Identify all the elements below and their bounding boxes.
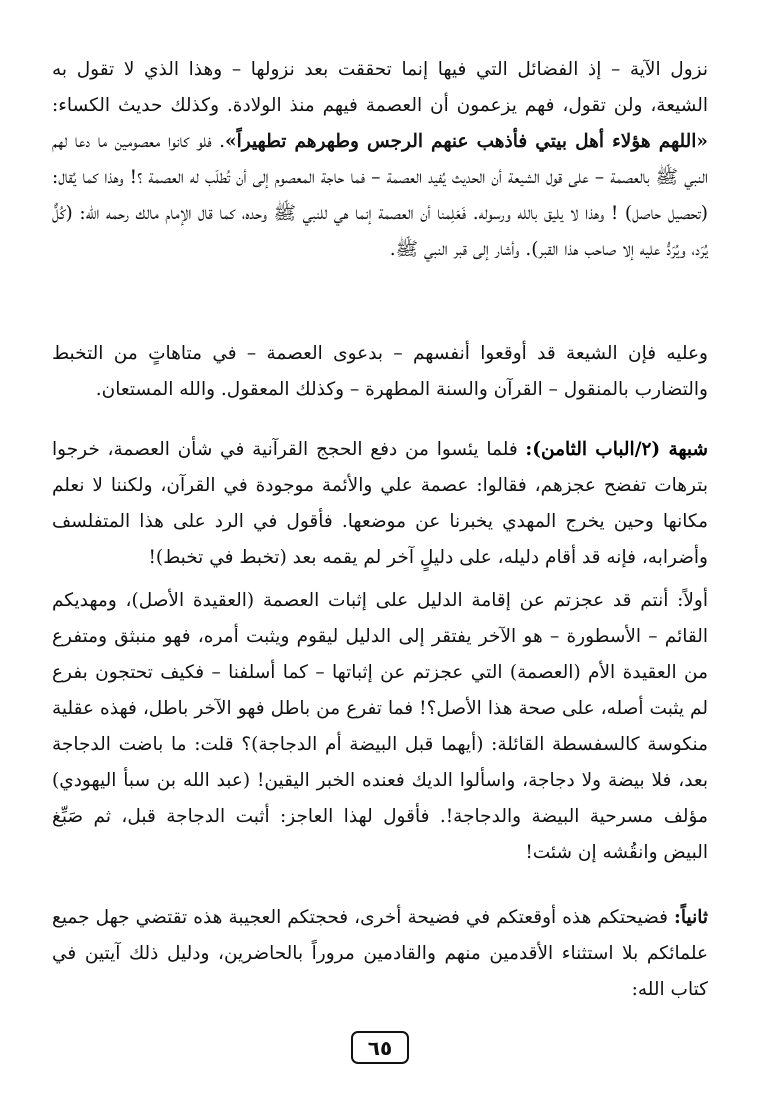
paragraph-second-point bbox=[52, 900, 708, 1008]
paragraph-kisa-hadith bbox=[52, 52, 708, 268]
paragraph-text: نزول الآية – إذ الفضائل التي فيها إنما تحققت بعد نزولها – وهذا الذي لا تقول به الشيعة، ولن تقول، فهم يزعمون أن العصمة فيهم منذ الولادة. وكذلك حديث الكساء: bbox=[52, 59, 708, 116]
hadith-quote: «اللهم هؤلاء أهل بيتي فأذهب عنهم الرجس وطهرهم تطهيراً» bbox=[225, 131, 708, 152]
paragraph-text: فلما يئسوا من دفع الحجج القرآنية في شأن العصمة، خرجوا بترهات تفضح عجزهم، فقالوا: عصمة علي والأئمة موجودة في القرآن، ولكننا لا نعلم مكانها وحين يخرج المهدي يخبرنا عن موضعها. فأقول في الرد على هذا المتفلسف وأضرابه، فإنه قد أقام دليله، على دليلٍ آخر لم يقمه بعد (تخبط في تخبط)! bbox=[52, 439, 708, 568]
paragraph-text: . فلو كانوا معصومين ما دعا لهم النبي ﷺ بالعصمة – على قول الشيعة أن الحديث يُفيد العصمة – فما حاجة المعصوم إلى أن تُطلَب له العصمة ؟! وهذا كما يُقال: (تحصيل حاصل) ! وهذا لا يليق بالله ورسوله. فَعَلِمنا أن العصمة إنما هي للنبي ﷺ وحده، كما قال الإمام مالك رحمه الله: (كُلٌّ يُرَد، ويُرَدُّ عليه إلا صاحب هذا القبر). وأشار إلى قبر النبي ﷺ. bbox=[52, 131, 708, 260]
point-label: أولاً: bbox=[677, 590, 708, 611]
section-heading: شبهة (٢/الباب الثامن): bbox=[525, 439, 708, 460]
page-number: ٦٥ bbox=[351, 1031, 409, 1064]
paragraph-shubha bbox=[52, 432, 708, 576]
paragraph-text: فضيحتكم هذه أوقعتكم في فضيحة أخرى، فحجتكم العجيبة هذه تقتضي جهل جميع علمائكم بلا استثناء الأقدمين منهم والقادمين مروراً بالحاضرين، ودليل ذلك آيتين في كتاب الله: bbox=[52, 907, 708, 1000]
point-label: ثانياً: bbox=[674, 907, 708, 928]
paragraph-text: وعليه فإن الشيعة قد أوقعوا أنفسهم – بدعوى العصمة – في متاهاتٍ من التخبط والتضارب بالمنقول – القرآن والسنة المطهرة – وكذلك المعقول. والله المستعان. bbox=[52, 343, 708, 400]
paragraph-first-point bbox=[52, 583, 708, 871]
paragraph-conclusion bbox=[52, 336, 708, 408]
paragraph-text: أنتم قد عجزتم عن إقامة الدليل على إثبات العصمة (العقيدة الأصل)، ومهديكم القائم – الأسطورة – هو الآخر يفتقر إلى الدليل ليقوم ويثبت أمره، فهو منبثق ومتفرع من العقيدة الأم (العصمة) التي عجزتم عن إثباتها – كما أسلفنا – فكيف تحتجون بفرع لم يثبت أصله، على صحة هذا الأصل؟! فما تفرع من باطل فهو الآخر باطل، فهذه عقلية منكوسة كالسفسطة القائلة: (أيهما قبل البيضة أم الدجاجة)؟ قلت: ما باضت الدجاجة بعد، فلا بيضة ولا دجاجة، واسألوا الديك فعنده الخبر اليقين! (عبد الله بن سبأ اليهودي) مؤلف مسرحية البيضة والدجاجة!. فأقول لهذا العاجز: أثبت الدجاجة قبل، ثم صَبِّغ البيض وانقُشه إن شئت! bbox=[52, 590, 708, 863]
